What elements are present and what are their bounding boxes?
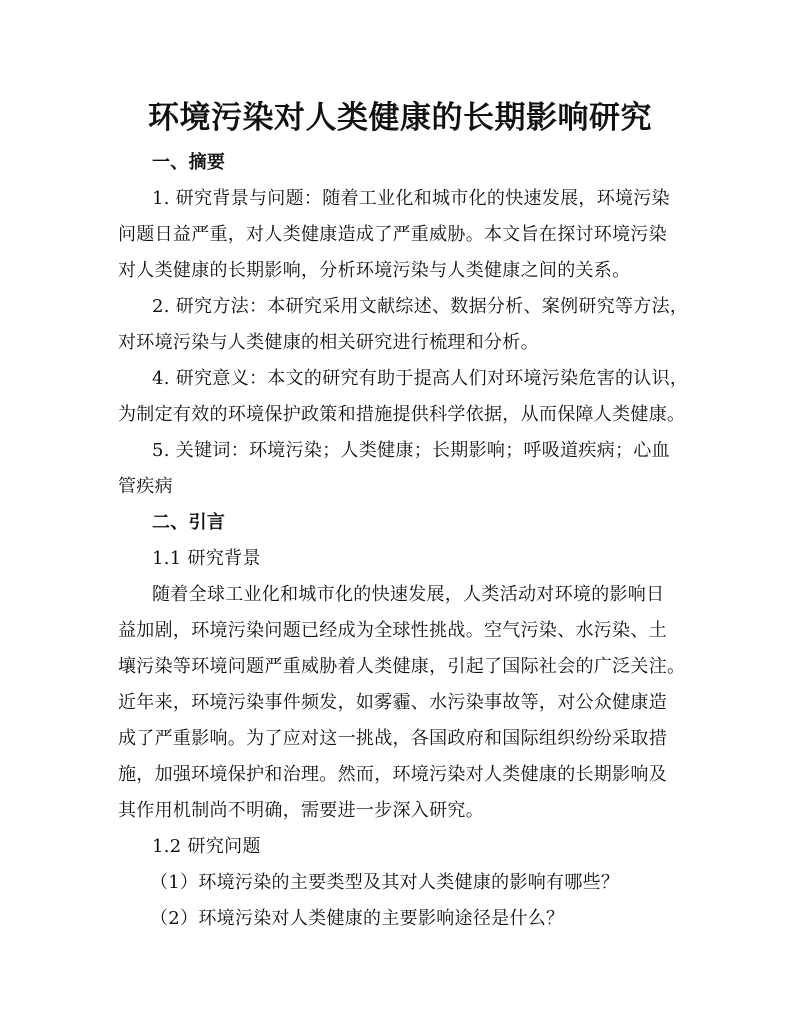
abstract-item2-line2: 对环境污染与人类健康的相关研究进行梳理和分析。 (118, 332, 539, 353)
background-line1: 随着全球工业化和城市化的快速发展，人类活动对环境的影响日 (152, 584, 665, 605)
background-line2: 益加剧，环境污染问题已经成为全球性挑战。空气污染、水污染、土 (118, 620, 667, 641)
background-line5: 成了严重影响。为了应对这一挑战，各国政府和国际组织纷纷采取措 (118, 728, 667, 749)
abstract-item4-line2: 为制定有效的环境保护政策和措施提供科学依据，从而保障人类健康。 (118, 404, 686, 425)
background-line6: 施，加强环境保护和治理。然而，环境污染对人类健康的长期影响及 (118, 764, 667, 785)
abstract-item1-line2: 问题日益严重，对人类健康造成了严重威胁。本文旨在探讨环境污染 (118, 224, 667, 245)
introduction-heading: 二、引言 (152, 512, 226, 533)
document-title: 环境污染对人类健康的长期影响研究 (148, 100, 652, 136)
abstract-item4-line1: 4. 研究意义：本文的研究有助于提高人们对环境污染危害的认识， (152, 368, 689, 389)
background-line4: 近年来，环境污染事件频发，如雾霾、水污染事故等，对公众健康造 (118, 692, 667, 713)
abstract-item1-line1: 1. 研究背景与问题：随着工业化和城市化的快速发展，环境污染 (152, 188, 670, 209)
abstract-item2-line1: 2. 研究方法：本研究采用文献综述、数据分析、案例研究等方法， (152, 296, 689, 317)
background-line7: 其作用机制尚不明确，需要进一步深入研究。 (118, 800, 484, 821)
section-1-1-title: 1.1 研究背景 (152, 548, 261, 569)
abstract-heading: 一、摘要 (152, 152, 226, 173)
abstract-item5-line2: 管疾病 (118, 476, 173, 497)
background-line3: 壤污染等环境问题严重威胁着人类健康，引起了国际社会的广泛关注。 (118, 656, 686, 677)
research-question-2: （2）环境污染对人类健康的主要影响途径是什么？ (150, 908, 565, 929)
research-question-1: （1）环境污染的主要类型及其对人类健康的影响有哪些？ (150, 872, 620, 893)
abstract-item1-line3: 对人类健康的长期影响，分析环境污染与人类健康之间的关系。 (118, 260, 631, 281)
section-1-2-title: 1.2 研究问题 (152, 836, 261, 857)
abstract-item5-line1: 5. 关键词：环境污染；人类健康；长期影响；呼吸道疾病；心血 (152, 440, 670, 461)
